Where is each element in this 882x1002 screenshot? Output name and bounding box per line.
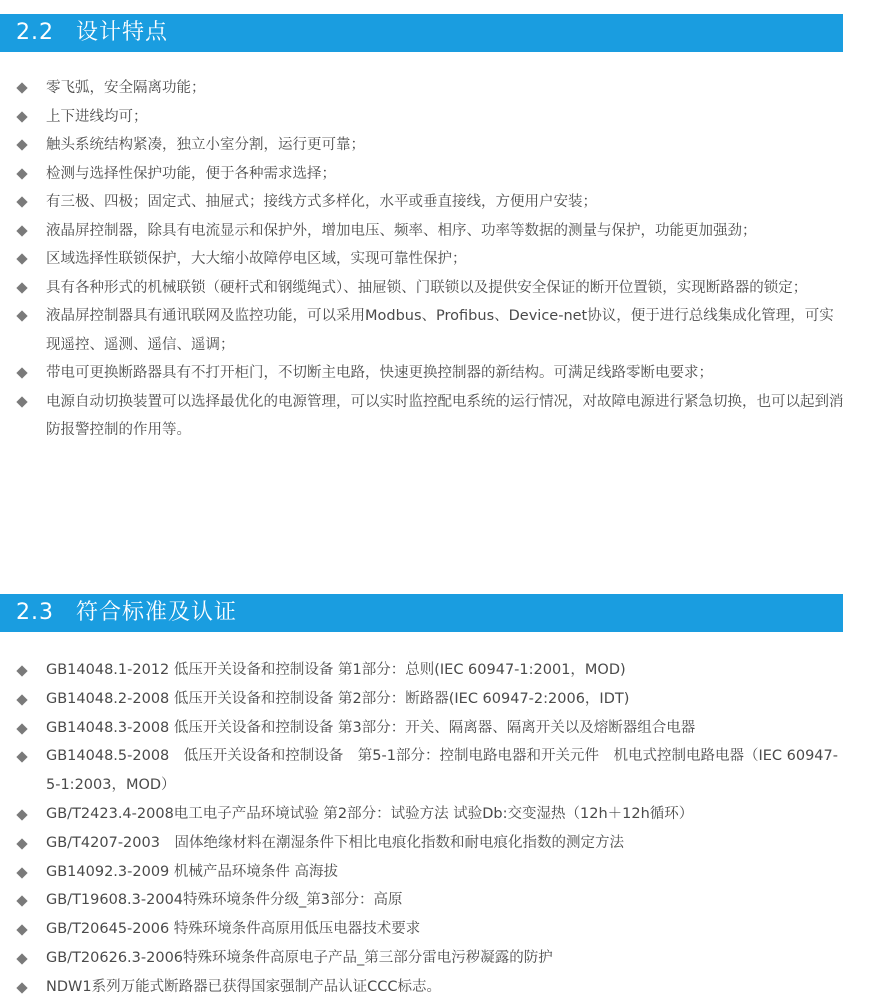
diamond-bullet-icon [16, 982, 27, 993]
list-item: GB14048.2-2008 低压开关设备和控制设备 第2部分：断路器(IEC 60947-2:2006，IDT) [0, 685, 882, 714]
diamond-bullet-icon [16, 253, 27, 264]
list-item: 有三极、四极；固定式、抽屉式；接线方式多样化，水平或垂直接线，方便用户安装； [0, 188, 882, 217]
list-item: NDW1系列万能式断路器已获得国家强制产品认证CCC标志。 [0, 973, 882, 1002]
diamond-bullet-icon [16, 196, 27, 207]
diamond-bullet-icon [16, 367, 27, 378]
diamond-bullet-icon [16, 396, 27, 407]
list-item: 区域选择性联锁保护，大大缩小故障停电区域，实现可靠性保护； [0, 245, 882, 274]
section-title: 符合标准及认证 [76, 600, 238, 625]
list-item: GB/T2423.4-2008电工电子产品环境试验 第2部分：试验方法 试验Db:交变湿热（12h＋12h循环） [0, 800, 882, 829]
diamond-bullet-icon [16, 953, 27, 964]
diamond-bullet-icon [16, 723, 27, 734]
section-header-standards [0, 594, 843, 632]
list-item: 电源自动切换装置可以选择最优化的电源管理，可以实时监控配电系统的运行情况，对故障电源进行紧急切换，也可以起到消防报警控制的作用等。 [0, 388, 882, 445]
diamond-bullet-icon [16, 111, 27, 122]
diamond-bullet-icon [16, 838, 27, 849]
list-item: GB/T20645-2006 特殊环境条件高原用低压电器技术要求 [0, 915, 882, 944]
diamond-bullet-icon [16, 694, 27, 705]
list-item: GB/T19608.3-2004特殊环境条件分级_第3部分：高原 [0, 886, 882, 915]
diamond-bullet-icon [16, 310, 27, 321]
section-number: 2.3 [16, 600, 54, 625]
list-item: 具有各种形式的机械联锁（硬杆式和钢缆绳式）、抽屉锁、门联锁以及提供安全保证的断开位置锁，实现断路器的锁定； [0, 274, 882, 303]
list-item: 液晶屏控制器，除具有电流显示和保护外，增加电压、频率、相序、功率等数据的测量与保护，功能更加强劲； [0, 217, 882, 246]
list-item: GB14048.3-2008 低压开关设备和控制设备 第3部分：开关、隔离器、隔离开关以及熔断器组合电器 [0, 714, 882, 743]
section-number: 2.2 [16, 20, 54, 45]
list-item: 触头系统结构紧凑，独立小室分割，运行更可靠； [0, 131, 882, 160]
section-header-design [0, 14, 843, 52]
list-item: GB/T4207-2003 固体绝缘材料在潮湿条件下相比电痕化指数和耐电痕化指数的测定方法 [0, 829, 882, 858]
list-item: 零飞弧，安全隔离功能； [0, 74, 882, 103]
list-item: 检测与选择性保护功能，便于各种需求选择； [0, 160, 882, 189]
list-item: GB14092.3-2009 机械产品环境条件 高海拔 [0, 858, 882, 887]
section-title: 设计特点 [76, 20, 169, 45]
diamond-bullet-icon [16, 752, 27, 763]
diamond-bullet-icon [16, 282, 27, 293]
list-item: GB14048.1-2012 低压开关设备和控制设备 第1部分：总则(IEC 60947-1:2001，MOD) [0, 656, 882, 685]
diamond-bullet-icon [16, 168, 27, 179]
list-item: 液晶屏控制器具有通讯联网及监控功能，可以采用Modbus、Profibus、Device-net协议，便于进行总线集成化管理，可实现遥控、遥测、遥信、遥调； [0, 302, 882, 359]
diamond-bullet-icon [16, 896, 27, 907]
design-feature-list [0, 74, 882, 445]
diamond-bullet-icon [16, 139, 27, 150]
diamond-bullet-icon [16, 82, 27, 93]
list-item: 带电可更换断路器具有不打开柜门，不切断主电路，快速更换控制器的新结构。可满足线路零断电要求； [0, 359, 882, 388]
list-item: GB14048.5-2008 低压开关设备和控制设备 第5-1部分：控制电路电器和开关元件 机电式控制电路电器（IEC 60947-5-1:2003，MOD） [0, 742, 882, 800]
diamond-bullet-icon [16, 809, 27, 820]
list-item: GB/T20626.3-2006特殊环境条件高原电子产品_第三部分雷电污秽凝露的防护 [0, 944, 882, 973]
diamond-bullet-icon [16, 225, 27, 236]
standards-list [0, 656, 882, 1002]
list-item: 上下进线均可； [0, 103, 882, 132]
diamond-bullet-icon [16, 925, 27, 936]
diamond-bullet-icon [16, 665, 27, 676]
diamond-bullet-icon [16, 867, 27, 878]
